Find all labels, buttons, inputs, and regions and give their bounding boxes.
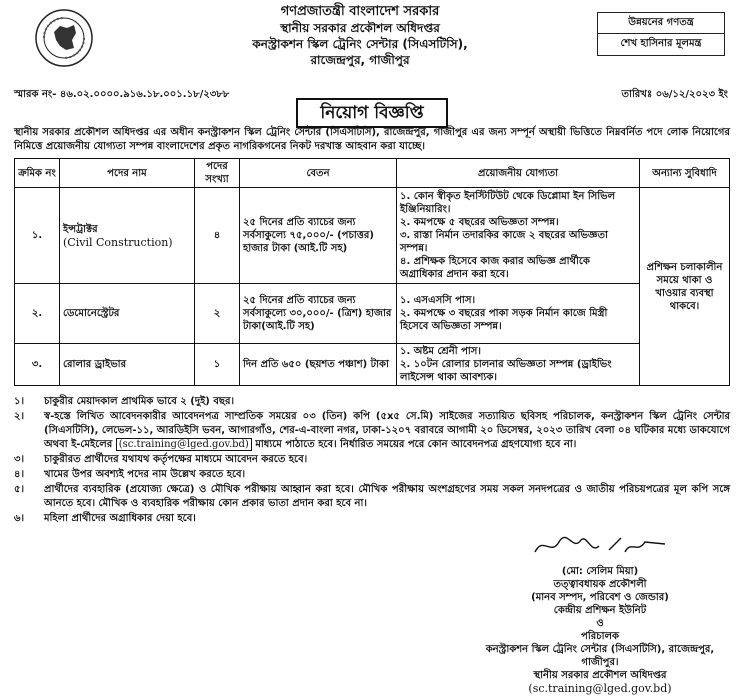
- signatory-email[interactable]: (sc.training@lged.gov.bd): [528, 682, 672, 695]
- row-post: রোলার ড্রাইভার: [60, 344, 195, 386]
- notice-date: তারিখঃ ০৬/১২/২০২৩ ইং: [621, 89, 728, 100]
- col-header-salary: বেতন: [240, 159, 397, 188]
- post-name-english: (Civil Construction): [63, 235, 173, 249]
- signatory-department: স্থানীয় সরকার প্রকৌশল অধিদপ্তর: [533, 670, 667, 681]
- header-department: স্থানীয় সরকার প্রকৌশল অধিদপ্তর: [280, 21, 440, 35]
- row-serial: ১.: [15, 188, 60, 284]
- signatory-and: ও: [596, 618, 604, 629]
- list-item: [14, 483, 730, 511]
- condition-text-part: মাধ্যমে পাঠাতে হবে। নির্ধারিত সময়ের পরে কোন আবেদনপত্র গ্রহণযোগ্য হবে না।: [255, 439, 577, 450]
- header-center: কনস্ট্রাকশন স্কিল ট্রেনিং সেন্টার (সিএসটিসি),: [252, 37, 468, 51]
- row-post: ডেমোনেস্ট্রেটর: [60, 284, 195, 344]
- condition-text: মহিলা প্রার্থীদের অগ্রাধিকার দেয়া হবে।: [44, 513, 196, 524]
- office-header: [160, 4, 560, 68]
- qualification-item: ৩. রাস্তা নির্মান তদারকির কাজে ২ বছরের অভিজ্ঞতা সম্পন্ন।: [400, 230, 608, 254]
- list-item: [14, 512, 730, 526]
- list-item: [14, 453, 730, 467]
- row-serial: ৩.: [15, 344, 60, 386]
- row-qualifications: [397, 188, 640, 284]
- qualification-item: ১. এসএসসি পাস।: [400, 295, 476, 306]
- condition-text-part: স্ব-হস্তে লিখিত আবেদনকারীর আবেদনপত্র সাম্প্রতিক সময়ের ০৩ (তিন) কপি (৫x৫ সে.মি) সাইজের সত্যায়িত ছবিসহ পরিচালক, কনস্ট্রাকশন স্কিল ট্রেনিং সেন্টার (সিএসটিসি), লেভেল-১১, আরডিইসি ভবন, আগারগাঁও, শের-এ-বাংলা নগর, ঢাকা-১২০৭ বরাবরে আগামী ২০ ডিসেম্বর, ২০২৩ তারিখ বেলা ০৪ ঘটিকার মধ্যে ডাকযোগে অথবা ই-মেইলের: [44, 411, 730, 450]
- signatory-location: গাজীপুর।: [581, 657, 619, 668]
- col-header-count: পদের সংখ্যা: [195, 159, 240, 188]
- header-location: রাজেন্দ্রপুর, গাজীপুর: [310, 53, 410, 67]
- email-link[interactable]: (sc.training@lged.gov.bd): [116, 438, 252, 451]
- condition-text: চাকুরীরত প্রার্থীদের যথাযথ কর্তৃপক্ষের মাধ্যমে আবেদন করতে হবে।: [44, 454, 308, 465]
- row-count: ১: [195, 344, 240, 386]
- signature-block: [470, 530, 730, 695]
- list-item: [14, 410, 730, 452]
- condition-text: চাকুরীর মেয়াদকাল প্রাথমিক ভাবে ২ (দুই) বছর।: [44, 396, 235, 407]
- signatory-division: (মানব সম্পদ, পরিবেশ ও জেন্ডার): [531, 592, 669, 603]
- intro-paragraph: স্থানীয় সরকার প্রকৌশল অধিদপ্তর এর অধীন কনস্ট্রাকশন স্কিল ট্রেনিং সেন্টার (সিএসটিসি), রাজেন্দ্রপুর, গাজীপুর এর জন্য সম্পূর্ন অস্থায়ী ভিত্তিতে নিম্নবর্নিত পদে লোক নিয়োগের নিমিত্তে প্রয়োজনীয় যোগ্যতা সম্পন্ন বাংলাদেশের প্রকৃত নাগরিকগনের নিকট দরখাস্ত আহবান করা যাচ্ছে।: [14, 127, 730, 152]
- table-row: [15, 344, 730, 386]
- row-count: ২: [195, 284, 240, 344]
- condition-number: ৪।: [14, 469, 25, 480]
- qualification-item: ১. অষ্টম শ্রেনী পাস।: [400, 346, 481, 357]
- slogan-line-1: উন্নয়নের গণতন্ত্র: [628, 17, 694, 28]
- handwritten-signature: [525, 530, 675, 562]
- row-qualifications: [397, 284, 640, 344]
- signatory-designation: তত্ত্বাবধায়ক প্রকৌশলী: [553, 579, 647, 590]
- header-government: গণপ্রজাতন্ত্রী বাংলাদেশ সরকার: [280, 4, 440, 19]
- condition-text: [44, 410, 730, 452]
- signatory-name: (মো: সেলিম মিয়া): [561, 566, 639, 577]
- row-salary: দিন প্রতি ৬৫০ (ছয়শত পঞ্চাশ) টাকা: [240, 344, 397, 386]
- row-qualifications: [397, 344, 640, 386]
- row-salary: ২৫ দিনের প্রতি ব্যাচের জন্য সর্বসাকুল্যে ৩০,০০০/- (ত্রিশ) হাজার টাকা(আই.টি সহ): [240, 284, 397, 344]
- list-item: [14, 468, 730, 482]
- table-row: [15, 188, 730, 284]
- col-header-post: পদের নাম: [60, 159, 195, 188]
- list-item: [14, 395, 730, 409]
- col-header-qualification: প্রয়োজনীয় যোগ্যতা: [397, 159, 640, 188]
- condition-number: ৬।: [14, 513, 25, 524]
- page-title: নিয়োগ বিজ্ঞপ্তি: [296, 98, 448, 128]
- conditions-list: [14, 395, 730, 527]
- memo-number: স্মারক নং- ৪৬.০২.০০০০.৯১৬.১৮.০০১.১৮/২৩৮৮: [14, 89, 230, 100]
- slogan-line-2: শেখ হাসিনার মূলমন্ত্র: [598, 33, 724, 54]
- row-serial: ২.: [15, 284, 60, 344]
- condition-number: ২।: [14, 411, 25, 422]
- vacancy-table: [14, 158, 730, 386]
- post-name: ইন্সট্রাক্টর: [63, 223, 98, 235]
- signatory-center: কনস্ট্রাকশন স্কিল ট্রেনিং সেন্টার (সিএসটিসি), রাজেন্দ্রপুর,: [485, 644, 715, 655]
- qualification-item: ৪. প্রশিক্ষক হিসেবে কাজ করার অভিজ্ঞ প্রার্থীকে অগ্রাধিকার প্রদান করা হবে।: [400, 256, 590, 280]
- benefits-cell: প্রশিক্ষন চলাকালীন সময়ে থাকা ও খাওয়ার ব্যবস্থা থাকবে।: [640, 188, 730, 386]
- col-header-benefits: অন্যান্য সুবিধাদি: [640, 159, 730, 188]
- slogan-box: [597, 12, 725, 56]
- condition-number: ১।: [14, 396, 25, 407]
- qualification-item: ২. ১০টন রোলার চালনার অভিজ্ঞতা সম্পন্ন (ড্রাইভিং লাইসেন্স থাকা আবশ্যক।: [400, 359, 612, 383]
- table-row: [15, 284, 730, 344]
- government-seal-logo: [34, 8, 94, 68]
- col-header-serial: ক্রমিক নং: [15, 159, 60, 188]
- condition-number: ৩।: [14, 454, 25, 465]
- condition-text: প্রার্থীদের ব্যবহারিক (প্রযোজ্য ক্ষেত্রে) ও মৌখিক পরীক্ষায় আহ্বান করা হবে। মৌখিক পরীক্ষায় অংশগ্রহণের সময় সকল সনদপত্রের ও জাতীয় পরিচয়পত্রের মূল কপি সঙ্গে আনতে হবে। মৌখিক ও ব্যবহারিক পরীক্ষায় কোন প্রকার ভাতা প্রদান করা হবে না।: [44, 484, 730, 509]
- row-post: [60, 188, 195, 284]
- row-count: ৪: [195, 188, 240, 284]
- qualification-item: ২. কমপক্ষে ৫ বছরের অভিজ্ঞতা সম্পন্ন।: [400, 217, 559, 228]
- signatory-unit: কেন্দ্রীয় প্রশিক্ষন ইউনিট: [553, 605, 647, 616]
- condition-number: ৫।: [14, 484, 25, 495]
- qualification-item: ২. কমপক্ষে ৩ বছরের পাকা সড়ক নির্মান কাজে মিস্ত্রী হিসেবে অভিজ্ঞতা সম্পন্ন।: [400, 308, 608, 332]
- row-salary: ২৫ দিনের প্রতি ব্যাচের জন্য সর্বসাকুল্যে ৭৫,০০০/- (পচাত্তর) হাজার টাকা (আই.টি সহ): [240, 188, 397, 284]
- condition-text: খামের উপর অবশ্যই পদের নাম উল্লেখ করতে হবে।: [44, 469, 246, 480]
- qualification-item: ১. কোন স্বীকৃত ইনস্টিটিউট থেকে ডিপ্লোমা ইন সিভিল ইঞ্জিনিয়ারিং।: [400, 191, 616, 215]
- signatory-role: পরিচালক: [581, 631, 619, 642]
- table-header-row: [15, 159, 730, 188]
